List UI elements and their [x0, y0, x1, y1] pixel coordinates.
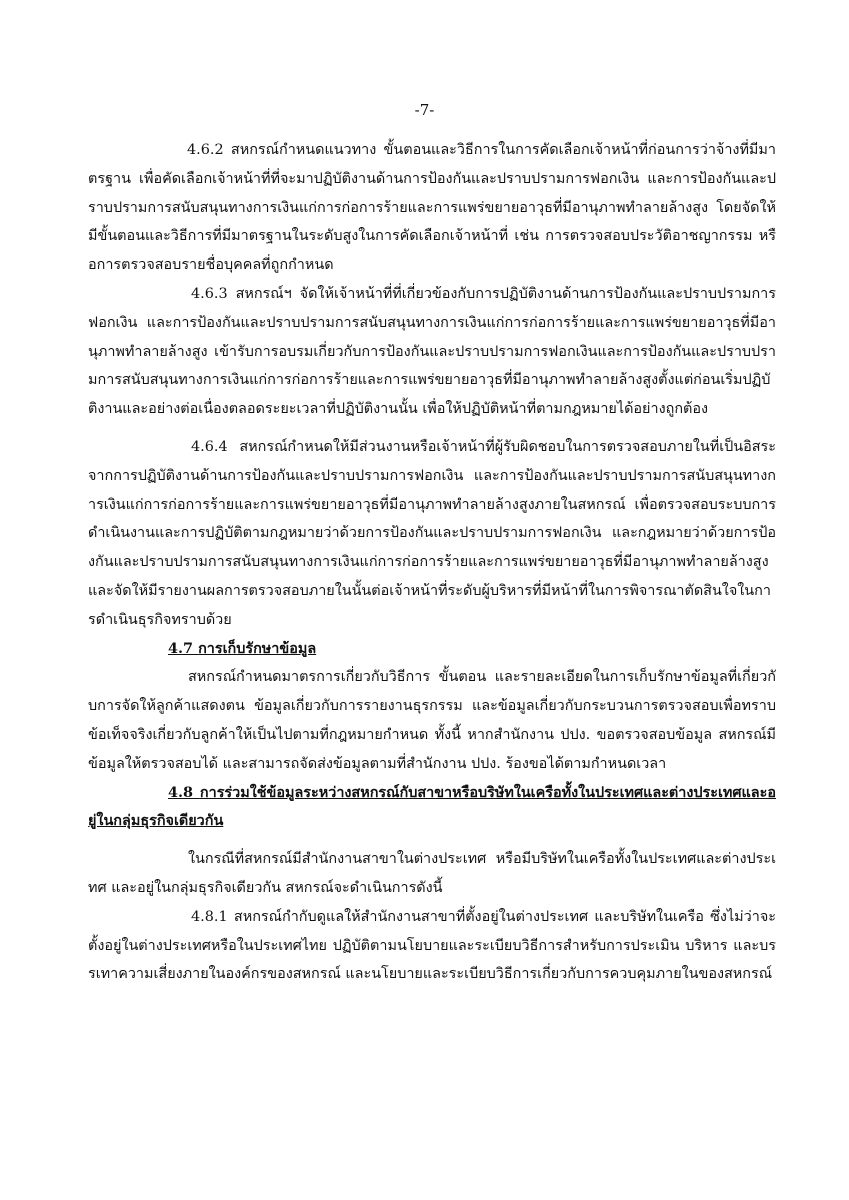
paragraph-4-6-3: 4.6.3 สหกรณ์ฯ จัดให้เจ้าหน้าที่ที่เกี่ยวข้องกับการปฏิบัติงานด้านการป้องกันและปราบปรามการฟอกเงิน และการป้องกันและปราบปรามการสนับสนุนทางการเงินแก่การก่อการร้ายและการแพร่ขยายอาวุธที่มีอานุภาพทำลายล้างสูง เข้ารับการอบรมเกี่ยวกับการป้องกันและปราบปรามการฟอกเงินและการป้องกันและปราบปรามการสนับสนุนทางการเงินแก่การก่อการร้ายและการแพร่ขยายอาวุธที่มีอานุภาพทำลายล้างสูงตั้งแต่ก่อนเริ่มปฏิบัติงานและอย่างต่อเนื่องตลอดระยะเวลาที่ปฏิบัติงานนั้น เพื่อให้ปฏิบัติหน้าที่ตามกฎหมายได้อย่างถูกต้อง [88, 285, 776, 418]
paragraph-4-6-2: 4.6.2 สหกรณ์กำหนดแนวทาง ขั้นตอนและวิธีการในการคัดเลือกเจ้าหน้าที่ก่อนการว่าจ้างที่มีมาตรฐาน เพื่อคัดเลือกเจ้าหน้าที่ที่จะมาปฏิบัติงานด้านการป้องกันและปราบปรามการฟอกเงิน และการป้องกันและปราบปรามการสนับสนุนทางการเงินแก่การก่อการร้ายและการแพร่ขยายอาวุธที่มีอานุภาพทำลายล้างสูง โดยจัดให้มีขั้นตอนและวิธีการที่มีมาตรฐานในระดับสูงในการคัดเลือกเจ้าหน้าที่ เช่น การตรวจสอบประวัติอาชญากรรม หรือการตรวจสอบรายชื่อบุคคลที่ถูกกำหนด [88, 142, 776, 274]
paragraph-4-8-1: 4.8.1 สหกรณ์กำกับดูแลให้สำนักงานสาขาที่ตั้งอยู่ในต่างประเทศ และบริษัทในเครือ ซึ่งไม่ว่าจะตั้งอยู่ในต่างประเทศหรือในประเทศไทย ปฏิบัติตามนโยบายและระเบียบวิธีการสำหรับการประเมิน บริหาร และบรรเทาความเสี่ยงภายในองค์กรของสหกรณ์ และนโยบายและระเบียบวิธีการเกี่ยวกับการควบคุมภายในของสหกรณ์ [88, 908, 776, 983]
section-number: 4.7 [168, 639, 194, 657]
section-heading-4-8 [88, 779, 776, 837]
section-title: การเก็บรักษาข้อมูล [198, 639, 317, 657]
paragraph-4-8-intro: ในกรณีที่สหกรณ์มีสำนักงานสาขาในต่างประเทศ หรือมีบริษัทในเครือทั้งในประเทศและต่างประเทศ และอยู่ในกลุ่มธุรกิจเดียวกัน สหกรณ์จะดำเนินการดังนี้ [88, 851, 776, 896]
document-body [88, 136, 776, 989]
section-heading-4-7 [88, 635, 776, 664]
section-number: 4.8 [168, 783, 194, 801]
paragraph-4-6-4: 4.6.4 สหกรณ์กำหนดให้มีส่วนงานหรือเจ้าหน้าที่ผู้รับผิดชอบในการตรวจสอบภายในที่เป็นอิสระจากการปฏิบัติงานด้านการป้องกันและปราบปรามการฟอกเงิน และการป้องกันและปราบปรามการสนับสนุนทางการเงินแก่การก่อการร้ายและการแพร่ขยายอาวุธที่มีอานุภาพทำลายล้างสูงภายในสหกรณ์ เพื่อตรวจสอบระบบการดำเนินงานและการปฏิบัติตามกฎหมายว่าด้วยการป้องกันและปราบปรามการฟอกเงิน และกฎหมายว่าด้วยการป้องกันและปราบปรามการสนับสนุนทางการเงินแก่การก่อการร้ายและการแพร่ขยายอาวุธที่มีอานุภาพทำลายล้างสูง และจัดให้มีรายงานผลการตรวจสอบภายในนั้นต่อเจ้าหน้าที่ระดับผู้บริหารที่มีหน้าที่ในการพิจารณาตัดสินใจในการดำเนินธุรกิจทราบด้วย [88, 438, 776, 628]
paragraph-4-7: สหกรณ์กำหนดมาตรการเกี่ยวกับวิธีการ ขั้นตอน และรายละเอียดในการเก็บรักษาข้อมูลที่เกี่ยวกับการจัดให้ลูกค้าแสดงตน ข้อมูลเกี่ยวกับการรายงานธุรกรรม และข้อมูลเกี่ยวกับกระบวนการตรวจสอบเพื่อทราบข้อเท็จจริงเกี่ยวกับลูกค้าให้เป็นไปตามที่กฎหมายกำหนด ทั้งนี้ หากสำนักงาน ปปง. ขอตรวจสอบข้อมูล สหกรณ์มีข้อมูลให้ตรวจสอบได้ และสามารถจัดส่งข้อมูลตามที่สำนักงาน ปปง. ร้องขอได้ตามกำหนดเวลา [88, 669, 776, 772]
section-title: การร่วมใช้ข้อมูลระหว่างสหกรณ์กับสาขาหรือบริษัทในเครือทั้งในประเทศและต่างประเทศและอยู่ในกลุ่มธุรกิจเดียวกัน [88, 783, 776, 830]
page-number: -7- [414, 101, 435, 119]
